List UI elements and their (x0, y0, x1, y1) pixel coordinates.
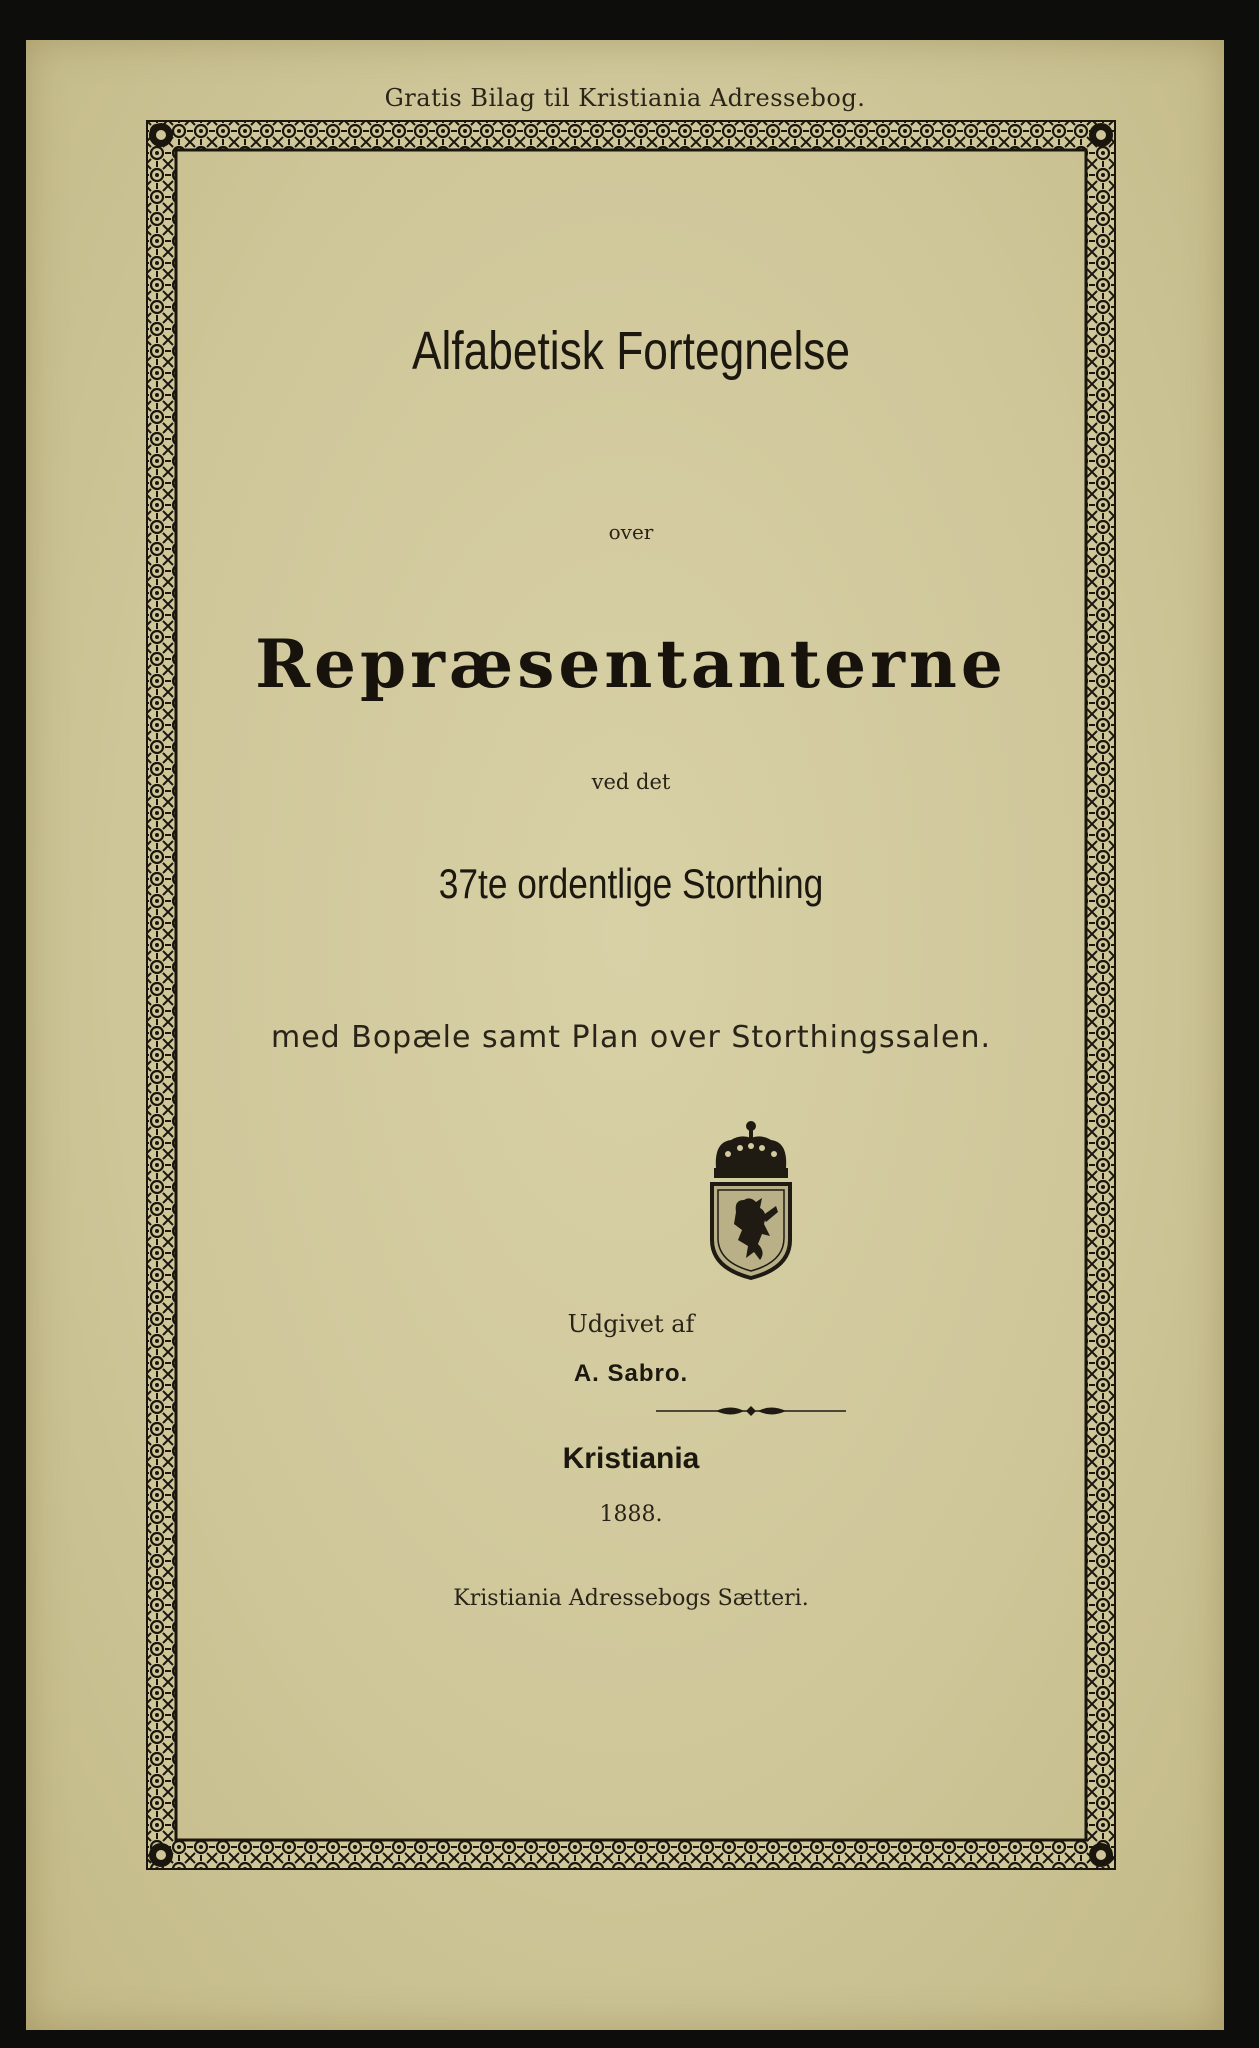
document-page (26, 40, 1224, 2030)
subject-heading: Repræsentanterne (255, 625, 1007, 703)
subtitle-text: med Bopæle samt Plan over Storthingssalen. (270, 1020, 991, 1055)
over-text: over (608, 520, 654, 544)
publication-year: 1888. (599, 1502, 663, 1527)
storting-heading: 37te ordentlige Storthing (438, 860, 824, 907)
printer-name: Kristiania Adressebogs Sætteri. (453, 1586, 809, 1611)
ved-det-text: ved det (591, 770, 671, 794)
ornamental-border (146, 120, 1116, 1870)
city-name: Kristiania (562, 1442, 700, 1475)
supplement-header: Gratis Bilag til Kristiania Adressebog. (384, 84, 866, 112)
publisher-name: A. Sabro. (573, 1360, 689, 1387)
document-title: Alfabetisk Fortegnelse (411, 321, 851, 381)
published-by-label: Udgivet af (567, 1310, 695, 1338)
